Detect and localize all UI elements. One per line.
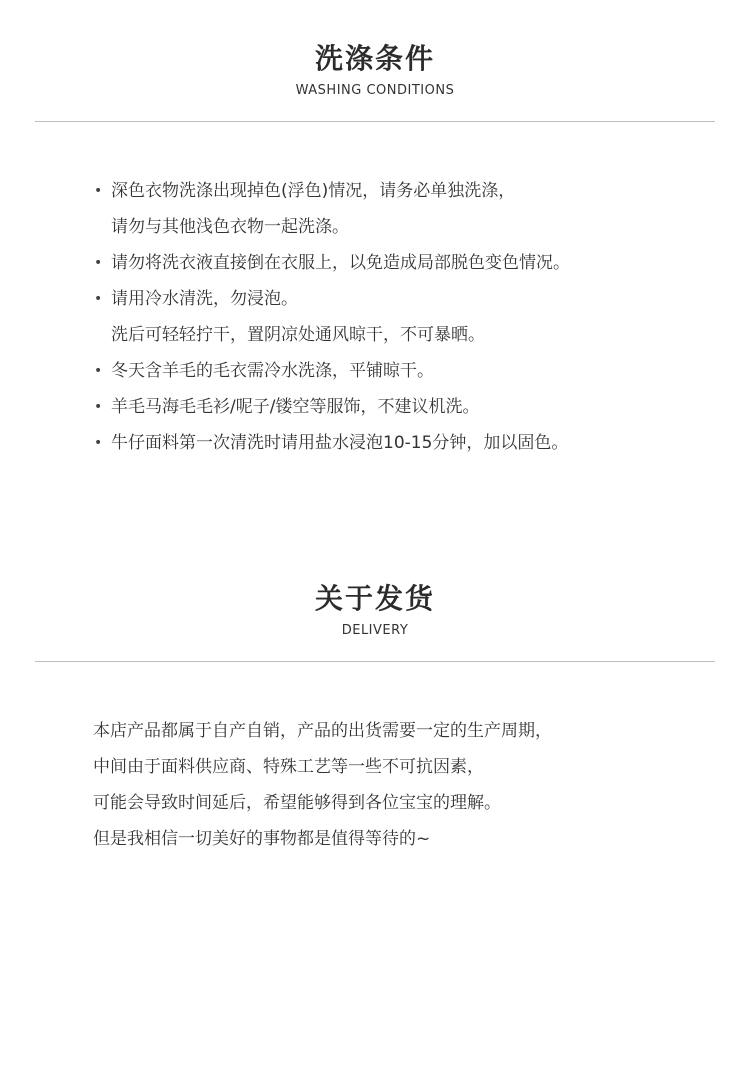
- washing-line: [94, 173, 734, 209]
- washing-line: [94, 317, 734, 353]
- bullet-icon: •: [94, 255, 103, 271]
- bullet-icon: •: [94, 183, 103, 199]
- washing-line-text: 请用冷水清洗，勿浸泡。: [111, 289, 298, 309]
- washing-list: [94, 173, 734, 461]
- delivery-divider: [35, 661, 715, 662]
- washing-subtitle: WASHING CONDITIONS: [295, 83, 455, 98]
- washing-line: [94, 425, 734, 461]
- washing-line-text: 牛仔面料第一次清洗时请用盐水浸泡10-15分钟，加以固色。: [111, 433, 569, 453]
- washing-line-text: 羊毛马海毛毛衫/呢子/镂空等服饰，不建议机洗。: [111, 397, 480, 417]
- washing-line-text: 冬天含羊毛的毛衣需冷水洗涤，平铺晾干。: [111, 361, 434, 381]
- delivery-subtitle: DELIVERY: [341, 623, 409, 638]
- delivery-paragraph: [93, 713, 713, 857]
- washing-divider: [35, 121, 715, 122]
- washing-title: 洗涤条件: [314, 42, 435, 75]
- washing-line-text: 洗后可轻轻拧干，置阴凉处通风晾干，不可暴晒。: [111, 325, 485, 345]
- washing-line: [94, 353, 734, 389]
- delivery-title: 关于发货: [314, 582, 435, 615]
- washing-line: [94, 245, 734, 281]
- washing-line: [94, 389, 734, 425]
- delivery-line: 中间由于面料供应商、特殊工艺等一些不可抗因素，: [93, 757, 484, 777]
- washing-line: [94, 281, 734, 317]
- bullet-icon: •: [94, 435, 103, 451]
- bullet-icon: •: [94, 363, 103, 379]
- washing-line: [94, 209, 734, 245]
- delivery-line: 可能会导致时间延后，希望能够得到各位宝宝的理解。: [93, 793, 501, 813]
- bullet-icon: •: [94, 399, 103, 415]
- washing-line-text: 请勿将洗衣液直接倒在衣服上，以免造成局部脱色变色情况。: [111, 253, 570, 273]
- delivery-line: 但是我相信一切美好的事物都是值得等待的~: [93, 829, 431, 849]
- washing-line-text: 请勿与其他浅色衣物一起洗涤。: [111, 217, 349, 237]
- delivery-line: 本店产品都属于自产自销，产品的出货需要一定的生产周期，: [93, 721, 552, 741]
- washing-line-text: 深色衣物洗涤出现掉色(浮色)情况，请务必单独洗涤，: [111, 181, 516, 201]
- bullet-icon: •: [94, 291, 103, 307]
